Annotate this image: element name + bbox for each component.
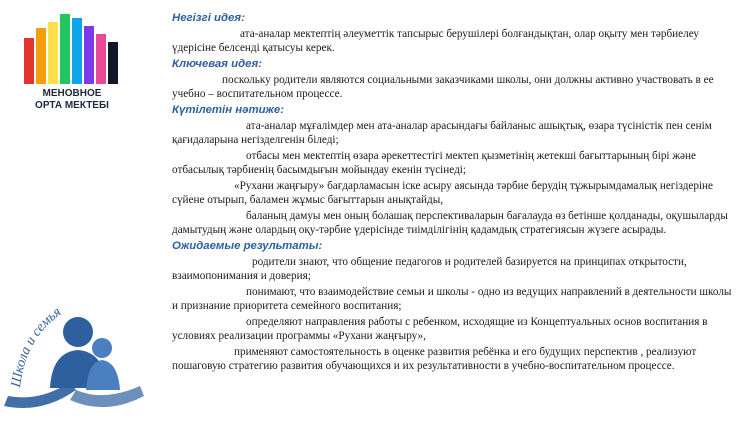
paragraph-results-kz-1: ата-аналар мұғалімдер мен ата-аналар арасындағы байланыс ашықтық, өзара түсіністік пен сенім қағидаларына негізделгенін біледі; xyxy=(172,120,712,146)
logo-bar xyxy=(96,34,106,84)
paragraph-results-ru-2: понимают, что взаимодействие семьи и школы - одно из ведущих направлений в деятельности школы и признание приоритета семейного воспитания; xyxy=(172,286,732,312)
paragraph-results-kz-4: баланың дамуы мен оның болашақ перспективаларын бағалауда өз бетінше қолданады, оқушыларды дамытудың және олардың оқу-тәрбие үдерісінде тиімділігінің қадамдық стратегиясын жүзеге асырады. xyxy=(172,210,728,236)
logo-bar xyxy=(24,38,34,84)
child-head-icon xyxy=(92,338,112,358)
main-text xyxy=(172,11,732,375)
paragraph-results-ru-1: родители знают, что общение педагогов и родителей базируется на принципах открытости, взаимопонимания и доверия; xyxy=(172,256,687,282)
paragraph-idea-kz: ата-аналар мектептің әлеуметтік тапсырыс берушілері болғандықтан, олар оқыту мен тәрбиелеу үдерісіне белсенді қатысуы керек. xyxy=(172,28,699,54)
paragraph-results-ru-4: применяют самостоятельность в оценке развития ребёнка и его будущих перспектив , реализуют пошаговую стратегию развития обучающихся и их результативности в учебно-воспитательном процессе. xyxy=(172,346,697,372)
paragraph-idea-ru: поскольку родители являются социальными заказчиками школы, они должны активно участвовать в ее учебно – воспитательном процессе. xyxy=(172,74,714,100)
family-school-emblem xyxy=(0,278,150,422)
adult-head-icon xyxy=(63,317,93,347)
paragraph-results-ru-3: определяют направления работы с ребенком, исходящие из Концептуальных основ воспитания в условиях реализации программы «Рухани жаңғыру», xyxy=(172,316,708,342)
logo-bar xyxy=(36,28,46,84)
heading-idea-kz: Негізгі идея: xyxy=(172,12,245,24)
paragraph-results-kz-2: отбасы мен мектептің өзара әрекеттестігі мектеп қызметінің жетекші бағыттарының бірі және отбасылық тәрбиенің басымдығын мойындау екенін түсінеді; xyxy=(172,150,696,176)
logo-bar xyxy=(72,18,82,84)
logo-colored-bars xyxy=(24,14,118,84)
logo-text-line2: ОРТА МЕКТЕБІ xyxy=(35,100,109,111)
heading-idea-ru: Ключевая идея: xyxy=(172,58,262,70)
heading-results-ru: Ожидаемые результаты: xyxy=(172,240,323,252)
logo-bar xyxy=(60,14,70,84)
school-logo xyxy=(14,8,130,118)
paragraph-results-kz-3: «Рухани жаңғыру» бағдарламасын іске асыру аясында тәрбие берудің тұжырымдамалық негіздеріне сүйене отырып, баламен жұмыс бағыттарын анықтайды, xyxy=(172,180,714,206)
logo-text-line1: МЕНОВНОЕ xyxy=(42,88,102,99)
heading-results-kz: Күтілетін нәтиже: xyxy=(172,104,285,116)
logo-bar xyxy=(48,22,58,84)
emblem-caption-path: Школа и семья xyxy=(8,304,65,389)
logo-bar xyxy=(108,42,118,84)
logo-bar xyxy=(84,26,94,84)
